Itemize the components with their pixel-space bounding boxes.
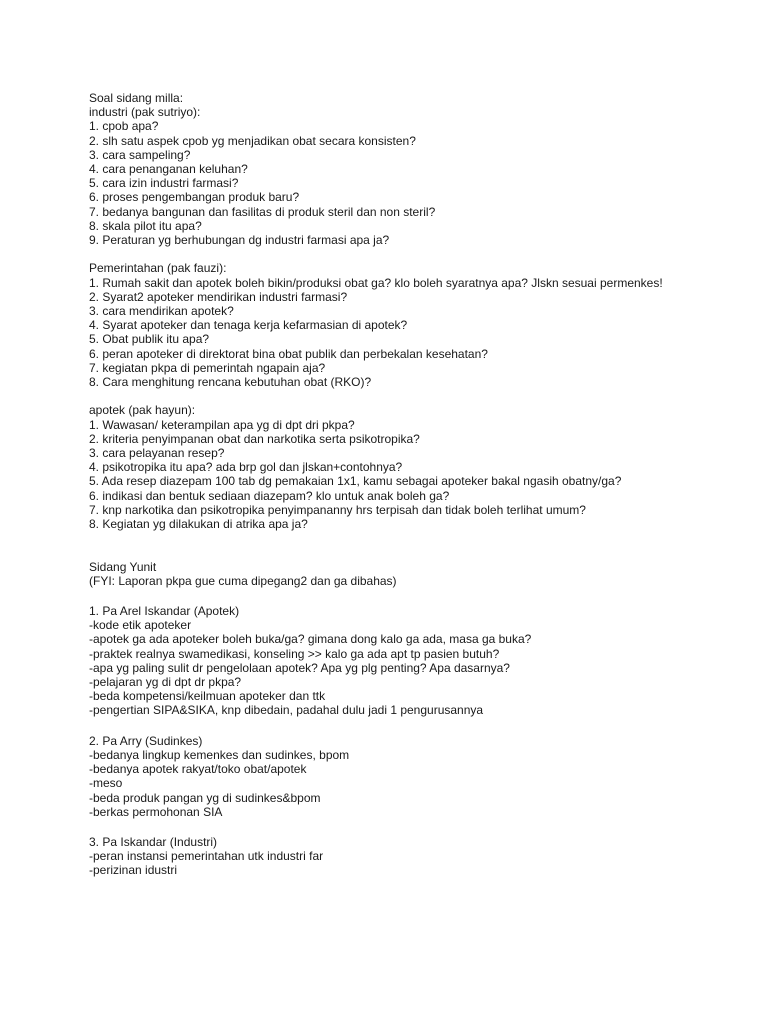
spacer	[89, 819, 748, 835]
note-text: (FYI: Laporan pkpa gue cuma dipegang2 dan ga dibahas)	[89, 573, 397, 588]
spacer	[89, 588, 748, 604]
list-item: -praktek realnya swamedikasi, konseling >> kalo ga ada apt tp pasien butuh?	[89, 646, 500, 661]
section-heading: industri (pak sutriyo):	[89, 105, 201, 120]
section-industri	[89, 91, 748, 247]
list-item: 8. Kegiatan yg dilakukan di atrika apa ja?	[89, 517, 308, 532]
list-item: 4. cara penanganan keluhan?	[89, 162, 248, 177]
section-yunit	[89, 560, 748, 588]
document-title: Soal sidang milla:	[89, 91, 184, 105]
list-item: 3. cara mendirikan apotek?	[89, 304, 234, 319]
list-item: 8. skala pilot itu apa?	[89, 218, 202, 233]
list-item: 2. Syarat2 apoteker mendirikan industri farmasi?	[89, 289, 348, 304]
section-heading: 1. Pa Arel Iskandar (Apotek)	[89, 604, 240, 619]
list-item: 5. Obat publik itu apa?	[89, 332, 210, 347]
list-item: -pelajaran yg di dpt dr pkpa?	[89, 675, 242, 690]
section-arry	[89, 734, 748, 819]
list-item: 5. Ada resep diazepam 100 tab dg pemakaian 1x1, kamu sebagai apoteker bakal ngasih obatny/ga?	[89, 474, 622, 489]
section-iskandar	[89, 835, 748, 878]
section-apotek	[89, 403, 748, 531]
spacer	[89, 718, 748, 734]
section-heading: Sidang Yunit	[89, 559, 157, 574]
list-item: 8. Cara menghitung rencana kebutuhan obat (RKO)?	[89, 375, 372, 390]
list-item: 2. slh satu aspek cpob yg menjadikan obat secara konsisten?	[89, 133, 416, 148]
section-arel	[89, 604, 748, 718]
list-item: 2. kriteria penyimpanan obat dan narkotika serta psikotropika?	[89, 431, 420, 446]
list-item: -kode etik apoteker	[89, 618, 192, 633]
spacer	[89, 531, 748, 559]
list-item: -beda produk pangan yg di sudinkes&bpom	[89, 790, 321, 805]
list-item: 3. cara sampeling?	[89, 147, 191, 162]
list-item: -bedanya lingkup kemenkes dan sudinkes, bpom	[89, 747, 350, 762]
section-pemerintahan	[89, 261, 748, 389]
list-item: 1. Rumah sakit dan apotek boleh bikin/produksi obat ga? klo boleh syaratnya apa? Jlskn sesuai permenkes!	[89, 275, 663, 290]
list-item: 6. indikasi dan bentuk sediaan diazepam? klo untuk anak boleh ga?	[89, 488, 450, 503]
list-item: 6. proses pengembangan produk baru?	[89, 190, 300, 205]
section-heading: Pemerintahan (pak fauzi):	[89, 261, 227, 276]
list-item: 9. Peraturan yg berhubungan dg industri farmasi apa ja?	[89, 233, 390, 248]
list-item: 3. cara pelayanan resep?	[89, 446, 225, 461]
list-item: 4. psikotropika itu apa? ada brp gol dan jlskan+contohnya?	[89, 460, 403, 475]
list-item: 1. cpob apa?	[89, 119, 159, 134]
section-heading: apotek (pak hayun):	[89, 403, 196, 418]
list-item: -perizinan idustri	[89, 863, 178, 878]
list-item: -apa yg paling sulit dr pengelolaan apotek? Apa yg plg penting? Apa dasarnya?	[89, 660, 510, 675]
list-item: -meso	[89, 776, 123, 791]
list-item: -bedanya apotek rakyat/toko obat/apotek	[89, 762, 307, 777]
list-item: -apotek ga ada apoteker boleh buka/ga? gimana dong kalo ga ada, masa ga buka?	[89, 632, 532, 647]
list-item: 5. cara izin industri farmasi?	[89, 176, 239, 191]
list-item: 7. bedanya bangunan dan fasilitas di produk steril dan non steril?	[89, 204, 436, 219]
list-item: -berkas permohonan SIA	[89, 804, 223, 819]
list-item: 1. Wawasan/ keterampilan apa yg di dpt dri pkpa?	[89, 417, 355, 432]
list-item: 7. knp narkotika dan psikotropika penyimpananny hrs terpisah dan tidak boleh terlihat umum?	[89, 502, 586, 517]
list-item: -peran instansi pemerintahan utk industri far	[89, 849, 324, 864]
section-heading: 3. Pa Iskandar (Industri)	[89, 834, 218, 849]
spacer	[89, 389, 748, 403]
section-heading: 2. Pa Arry (Sudinkes)	[89, 733, 203, 748]
list-item: -pengertian SIPA&SIKA, knp dibedain, padahal dulu jadi 1 pengurusannya	[89, 703, 484, 718]
list-item: 6. peran apoteker di direktorat bina obat publik dan perbekalan kesehatan?	[89, 346, 488, 361]
list-item: -beda kompetensi/keilmuan apoteker dan ttk	[89, 689, 326, 704]
list-item: 7. kegiatan pkpa di pemerintah ngapain aja?	[89, 360, 326, 375]
list-item: 4. Syarat apoteker dan tenaga kerja kefarmasian di apotek?	[89, 318, 408, 333]
spacer	[89, 247, 748, 261]
